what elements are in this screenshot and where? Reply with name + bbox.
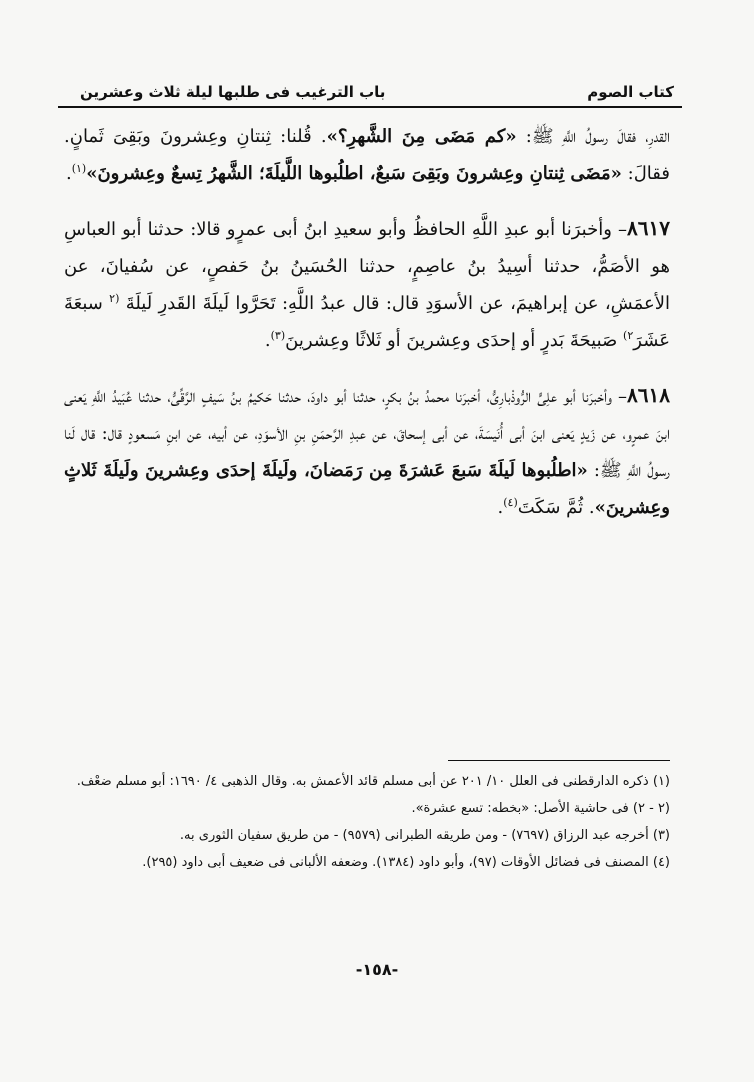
- book-title: كتاب الصوم: [587, 83, 674, 101]
- text-segment: – وأخبرَنا أبو علِىٍّ الرُّوذْبارِىُّ، أخبرَنا محمدُ بنُ بكرٍ، حدثنا أبو داودَ، حدثنا حَكيمُ بنُ سَيفٍ الرَّقِّىُّ، حدثنا عُبَيدُ اللَّهِ يَعنى ابنَ عمرٍو، عن زَيدٍ يَعنى ابنَ أبى أُنَيسَةَ، عن أبى إسحاقَ، عن عبدِ الرَّحمَنِ بنِ الأسوَدِ، عن أبيه، عن ابنِ مَسعودٍ قال: قال لَنا رسولُ اللَّهِ ﷺ:: [64, 386, 670, 481]
- period: .: [264, 330, 271, 351]
- hadith-quote: «كم مَضَى مِنَ الشَّهرِ؟»: [326, 126, 517, 147]
- running-header: [80, 80, 674, 104]
- hadith-quote: «اطلُبوها لَيلَةَ سَبعَ عَشرَةَ مِن رَمَضانَ، ولَيلَةَ إحدَى وعِشرينَ ولَيلَةَ ثَلاثٍ وعِشرينَ»: [64, 460, 670, 518]
- period: .: [65, 163, 72, 184]
- hadith-number: ٨٦١٨: [627, 383, 670, 407]
- footnote-ref: (٤): [503, 496, 518, 509]
- text-segment: . قُلنا: ثِنتانِ وعِشرونَ وبَقِىَ ثَمانٍ. فقالَ:: [64, 126, 670, 184]
- footnote-ref: (٣): [270, 329, 286, 342]
- text-segment: صَبيحَةَ بَدرٍ أو إحدَى وعِشرينَ أو ثَلاثًا وعِشرينَ: [285, 330, 624, 351]
- hadith-8618: [64, 377, 670, 526]
- hadith-number: ٨٦١٧: [627, 216, 670, 240]
- footnotes: [74, 768, 670, 876]
- text-segment: القدرِ، فقالَ رسولُ اللَّهِ ﷺ:: [516, 126, 670, 147]
- footnote: (٢ - ٢) فى حاشية الأصل: «بخطه: تسع عشرة».: [411, 801, 670, 816]
- footnote-rule: [448, 760, 670, 761]
- hadith-quote: «مَضَى ثِنتانِ وعِشرونَ وبَقِىَ سَبعٌ، اطلُبوها اللَّيلَةَ؛ الشَّهرُ تِسعٌ وعِشرونَ»: [86, 163, 622, 184]
- footnote: (٤) المصنف فى فضائل الأوقات (٩٧)، وأبو داود (١٣٨٤). وضعفه الألبانى فى ضعيف أبى داود (٢٩٥).: [142, 855, 670, 870]
- chapter-title: باب الترغيب فى طلبها ليلة ثلاث وعشرين: [80, 83, 386, 101]
- paragraph-continuation: [64, 118, 670, 192]
- footnote-ref: (١): [71, 162, 87, 175]
- text-segment: – وأخبرَنا أبو عبدِ اللَّهِ الحافظُ وأبو سعيدِ ابنُ أبى عمرٍو قالا: حدثنا أبو العباسِ هو الأصَمُّ، حدثنا أسِيدُ بنُ عاصِمٍ، حدثنا الحُسَينُ بنُ حَفصٍ، عن سُفيانَ، عن الأعمَشِ، عن إبراهيمَ، عن الأسوَدِ قال: قال عبدُ اللَّهِ: تَحَرَّوا لَيلَةَ القَدرِ لَيلَةَ: [64, 219, 670, 314]
- text-segment: سبعَةَ عَشَرَ: [64, 293, 670, 351]
- main-text: [64, 118, 670, 544]
- page-number: -١٥٨-: [355, 960, 399, 979]
- footnote: (١) ذكره الدارقطنى فى العلل ١٠/ ٢٠١ عن أبى مسلم قائد الأعمش به. وقال الذهبى ٤/ ١٦٩٠: أبو مسلم ضعْف.: [76, 774, 670, 789]
- header-rule: [58, 106, 682, 108]
- text-segment: . ثُمَّ سَكَتَ: [517, 497, 595, 518]
- footnote: (٣) أخرجه عبد الرزاق (٧٦٩٧) - ومن طريقه الطبرانى (٩٥٧٩) - من طريق سفيان الثورى به.: [179, 828, 670, 843]
- hadith-8617: [64, 210, 670, 359]
- period: .: [497, 497, 504, 518]
- footnote-ref: (٢: [109, 292, 120, 305]
- footnote-ref: ٢): [623, 329, 634, 342]
